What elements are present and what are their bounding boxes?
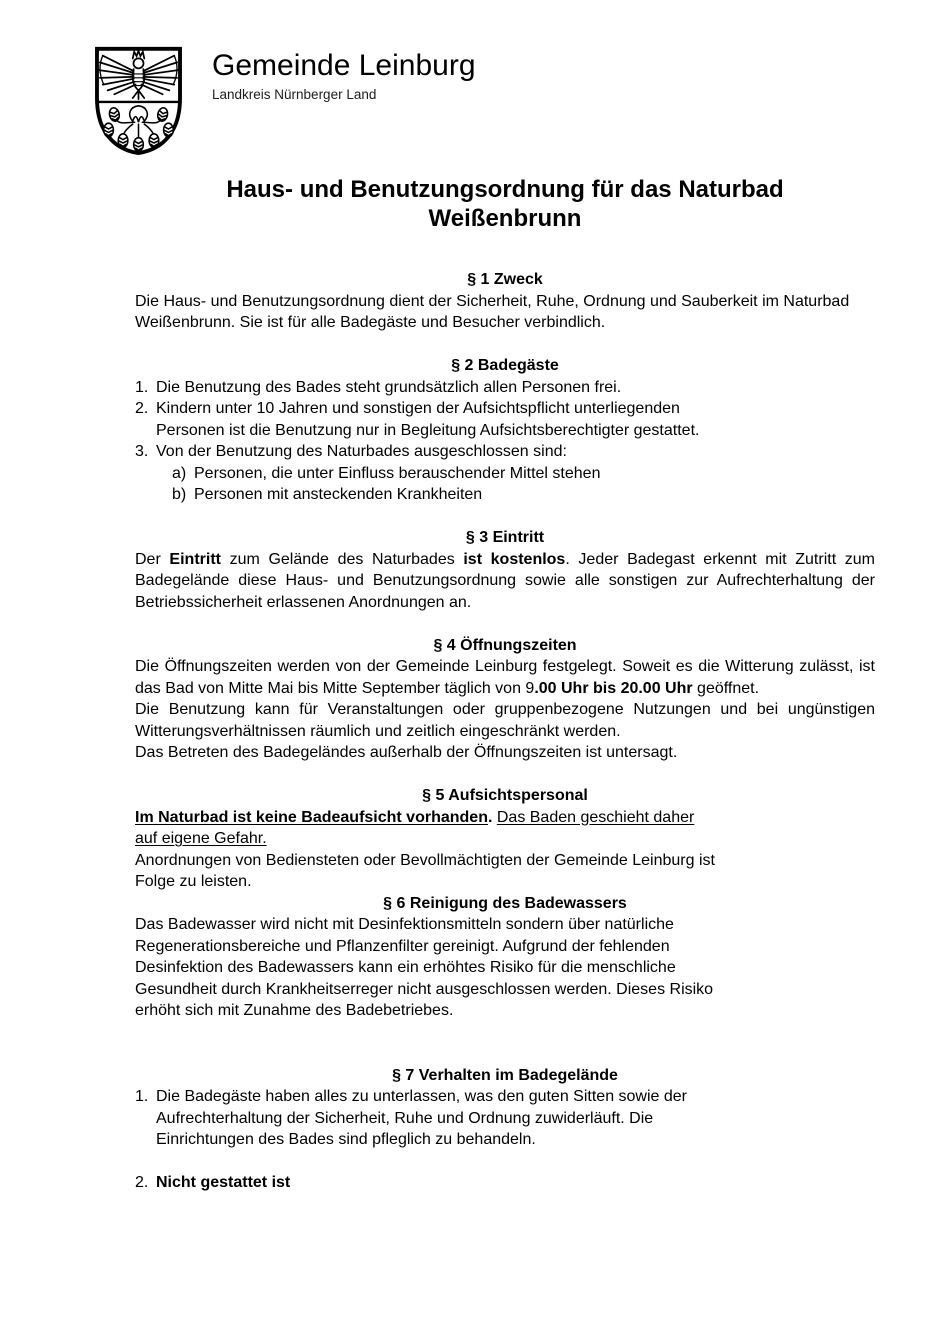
paragraph [135, 742, 875, 764]
text-run: Personen, die unter Einfluss berauschender Mittel stehen [194, 464, 601, 482]
text-run: Die Benutzung des Bades steht grundsätzlich allen Personen frei. [156, 378, 622, 396]
list-item-text [156, 1088, 687, 1148]
list-item [135, 1086, 875, 1151]
text-run: geöffnet. [692, 679, 760, 697]
paragraph [135, 291, 875, 334]
org-name: Gemeinde Leinburg [212, 49, 476, 82]
text-run: Gesundheit durch Krankheitserreger nicht ausgeschlossen werden. Dieses Risiko [135, 980, 714, 998]
list-item [135, 441, 875, 463]
coat-of-arms-svg [90, 45, 187, 157]
organization-block [212, 45, 476, 103]
list-marker: a) [172, 464, 187, 482]
text-run: Von der Benutzung des Naturbades ausgeschlossen sind: [156, 443, 567, 460]
list-marker: 1. [135, 1088, 149, 1105]
text-run: Der [135, 550, 170, 568]
text-run: .00 Uhr bis 20.00 Uhr [534, 679, 693, 697]
list-item [135, 1172, 875, 1194]
text-run: Die Benutzung kann für Veranstaltungen oder gruppenbezogene Nutzungen und bei ungünstigen Witterungsverhältnissen räumlich und zeitlich eingeschränkt werden. [135, 701, 875, 740]
letterhead [90, 45, 875, 157]
text-run: Desinfektion des Badewassers kann ein erhöhtes Risiko für die menschliche [135, 959, 676, 976]
list-marker: 3. [135, 443, 149, 460]
blank-line-spacer [135, 613, 875, 635]
list-marker: 2. [135, 400, 149, 417]
paragraph [135, 656, 875, 699]
text-run: . Jeder Badegast erkennt mit Zutritt zum Badegelände diese Haus- und Benutzungsordnung sowie alle sonstigen zur Aufrechterhaltung der Betriebssicherheit erlassenen Anordnungen an. [135, 550, 876, 611]
document-body [135, 269, 875, 1194]
section-heading: § 7 Verhalten im Badegelände [392, 1066, 618, 1084]
paragraph [135, 549, 875, 614]
blank-line-spacer [135, 764, 875, 786]
list-item-text [156, 400, 699, 439]
text-run: Eintritt [169, 550, 221, 568]
text-run: Die Haus- und Benutzungsordnung dient der Sicherheit, Ruhe, Ordnung und Sauberkeit im Naturbad Weißenbrunn. Sie ist für alle Badegäste und Besucher verbindlich. [135, 292, 850, 331]
text-run: zum Gelände des Naturbades [220, 550, 464, 568]
list-item [135, 398, 875, 441]
section-heading: § 3 Eintritt [465, 529, 545, 546]
text-run: Die Badegäste haben alles zu unterlassen, was den guten Sitten sowie der [156, 1088, 688, 1105]
blank-line-spacer [135, 334, 875, 356]
text-run: auf eigene Gefahr. [135, 830, 267, 847]
text-run: ist kostenlos [463, 550, 566, 568]
text-run: Personen mit ansteckenden Krankheiten [194, 486, 483, 503]
section-heading: § 6 Reinigung des Badewassers [383, 894, 627, 912]
coat-of-arms-icon [90, 45, 187, 157]
list-item-text [156, 379, 621, 396]
paragraph [135, 807, 875, 850]
text-run: . [487, 808, 497, 826]
paragraph [135, 699, 875, 742]
list-item-text [156, 443, 567, 460]
blank-line-spacer [135, 506, 875, 528]
list-item-text [194, 465, 600, 482]
list-item [135, 377, 875, 399]
text-run: Einrichtungen des Bades sind pfleglich zu behandeln. [156, 1131, 536, 1148]
list-marker: 1. [135, 378, 149, 396]
section-heading: § 5 Aufsichtspersonal [422, 787, 588, 804]
list-marker: 2. [135, 1174, 149, 1191]
list-marker: b) [172, 486, 187, 503]
text-run: Aufrechterhaltung der Sicherheit, Ruhe und Ordnung zuwiderläuft. Die [156, 1109, 654, 1127]
paragraph [135, 914, 875, 1022]
section-heading: § 2 Badegäste [451, 357, 559, 374]
list-item-text [156, 1174, 290, 1191]
section-heading: § 4 Öffnungszeiten [433, 636, 577, 654]
text-run: Regenerationsbereiche und Pflanzenfilter gereinigt. Aufgrund der fehlenden [135, 937, 670, 955]
blank-line-spacer [135, 1022, 875, 1065]
text-run: Die Öffnungszeiten werden von der Gemeinde Leinburg festgelegt. Soweit es die Witterung zulässt, ist das Bad von Mitte Mai bis Mitte September täglich von 9 [135, 658, 875, 697]
text-run: Kindern unter 10 Jahren und sonstigen der Aufsichtspflicht unterliegenden [156, 400, 680, 417]
document-title: Haus- und Benutzungsordnung für das Naturbad Weißenbrunn [226, 176, 784, 232]
blank-line-spacer [135, 1151, 875, 1173]
org-subtitle: Landkreis Nürnberger Land [212, 87, 377, 102]
text-run: Anordnungen von Bediensteten oder Bevollmächtigten der Gemeinde Leinburg ist [135, 851, 715, 869]
paragraph [135, 850, 875, 893]
text-run: Im Naturbad ist keine Badeaufsicht vorhanden [135, 808, 488, 826]
list-item-text [194, 486, 482, 503]
section-heading: § 1 Zweck [467, 271, 543, 288]
text-run: Das Badewasser wird nicht mit Desinfektionsmitteln sondern über natürliche [135, 916, 674, 933]
text-run: erhöht sich mit Zunahme des Badebetriebes. [135, 1002, 454, 1019]
list-item [135, 463, 875, 485]
text-run: Folge zu leisten. [135, 873, 252, 890]
text-run: Nicht gestattet ist [156, 1174, 291, 1191]
text-run: Das Baden geschieht daher [496, 808, 695, 826]
text-run: Personen ist die Benutzung nur in Begleitung Aufsichtsberechtigter gestattet. [156, 421, 700, 439]
list-item [135, 484, 875, 506]
text-run: Das Betreten des Badegeländes außerhalb der Öffnungszeiten ist untersagt. [135, 744, 678, 761]
